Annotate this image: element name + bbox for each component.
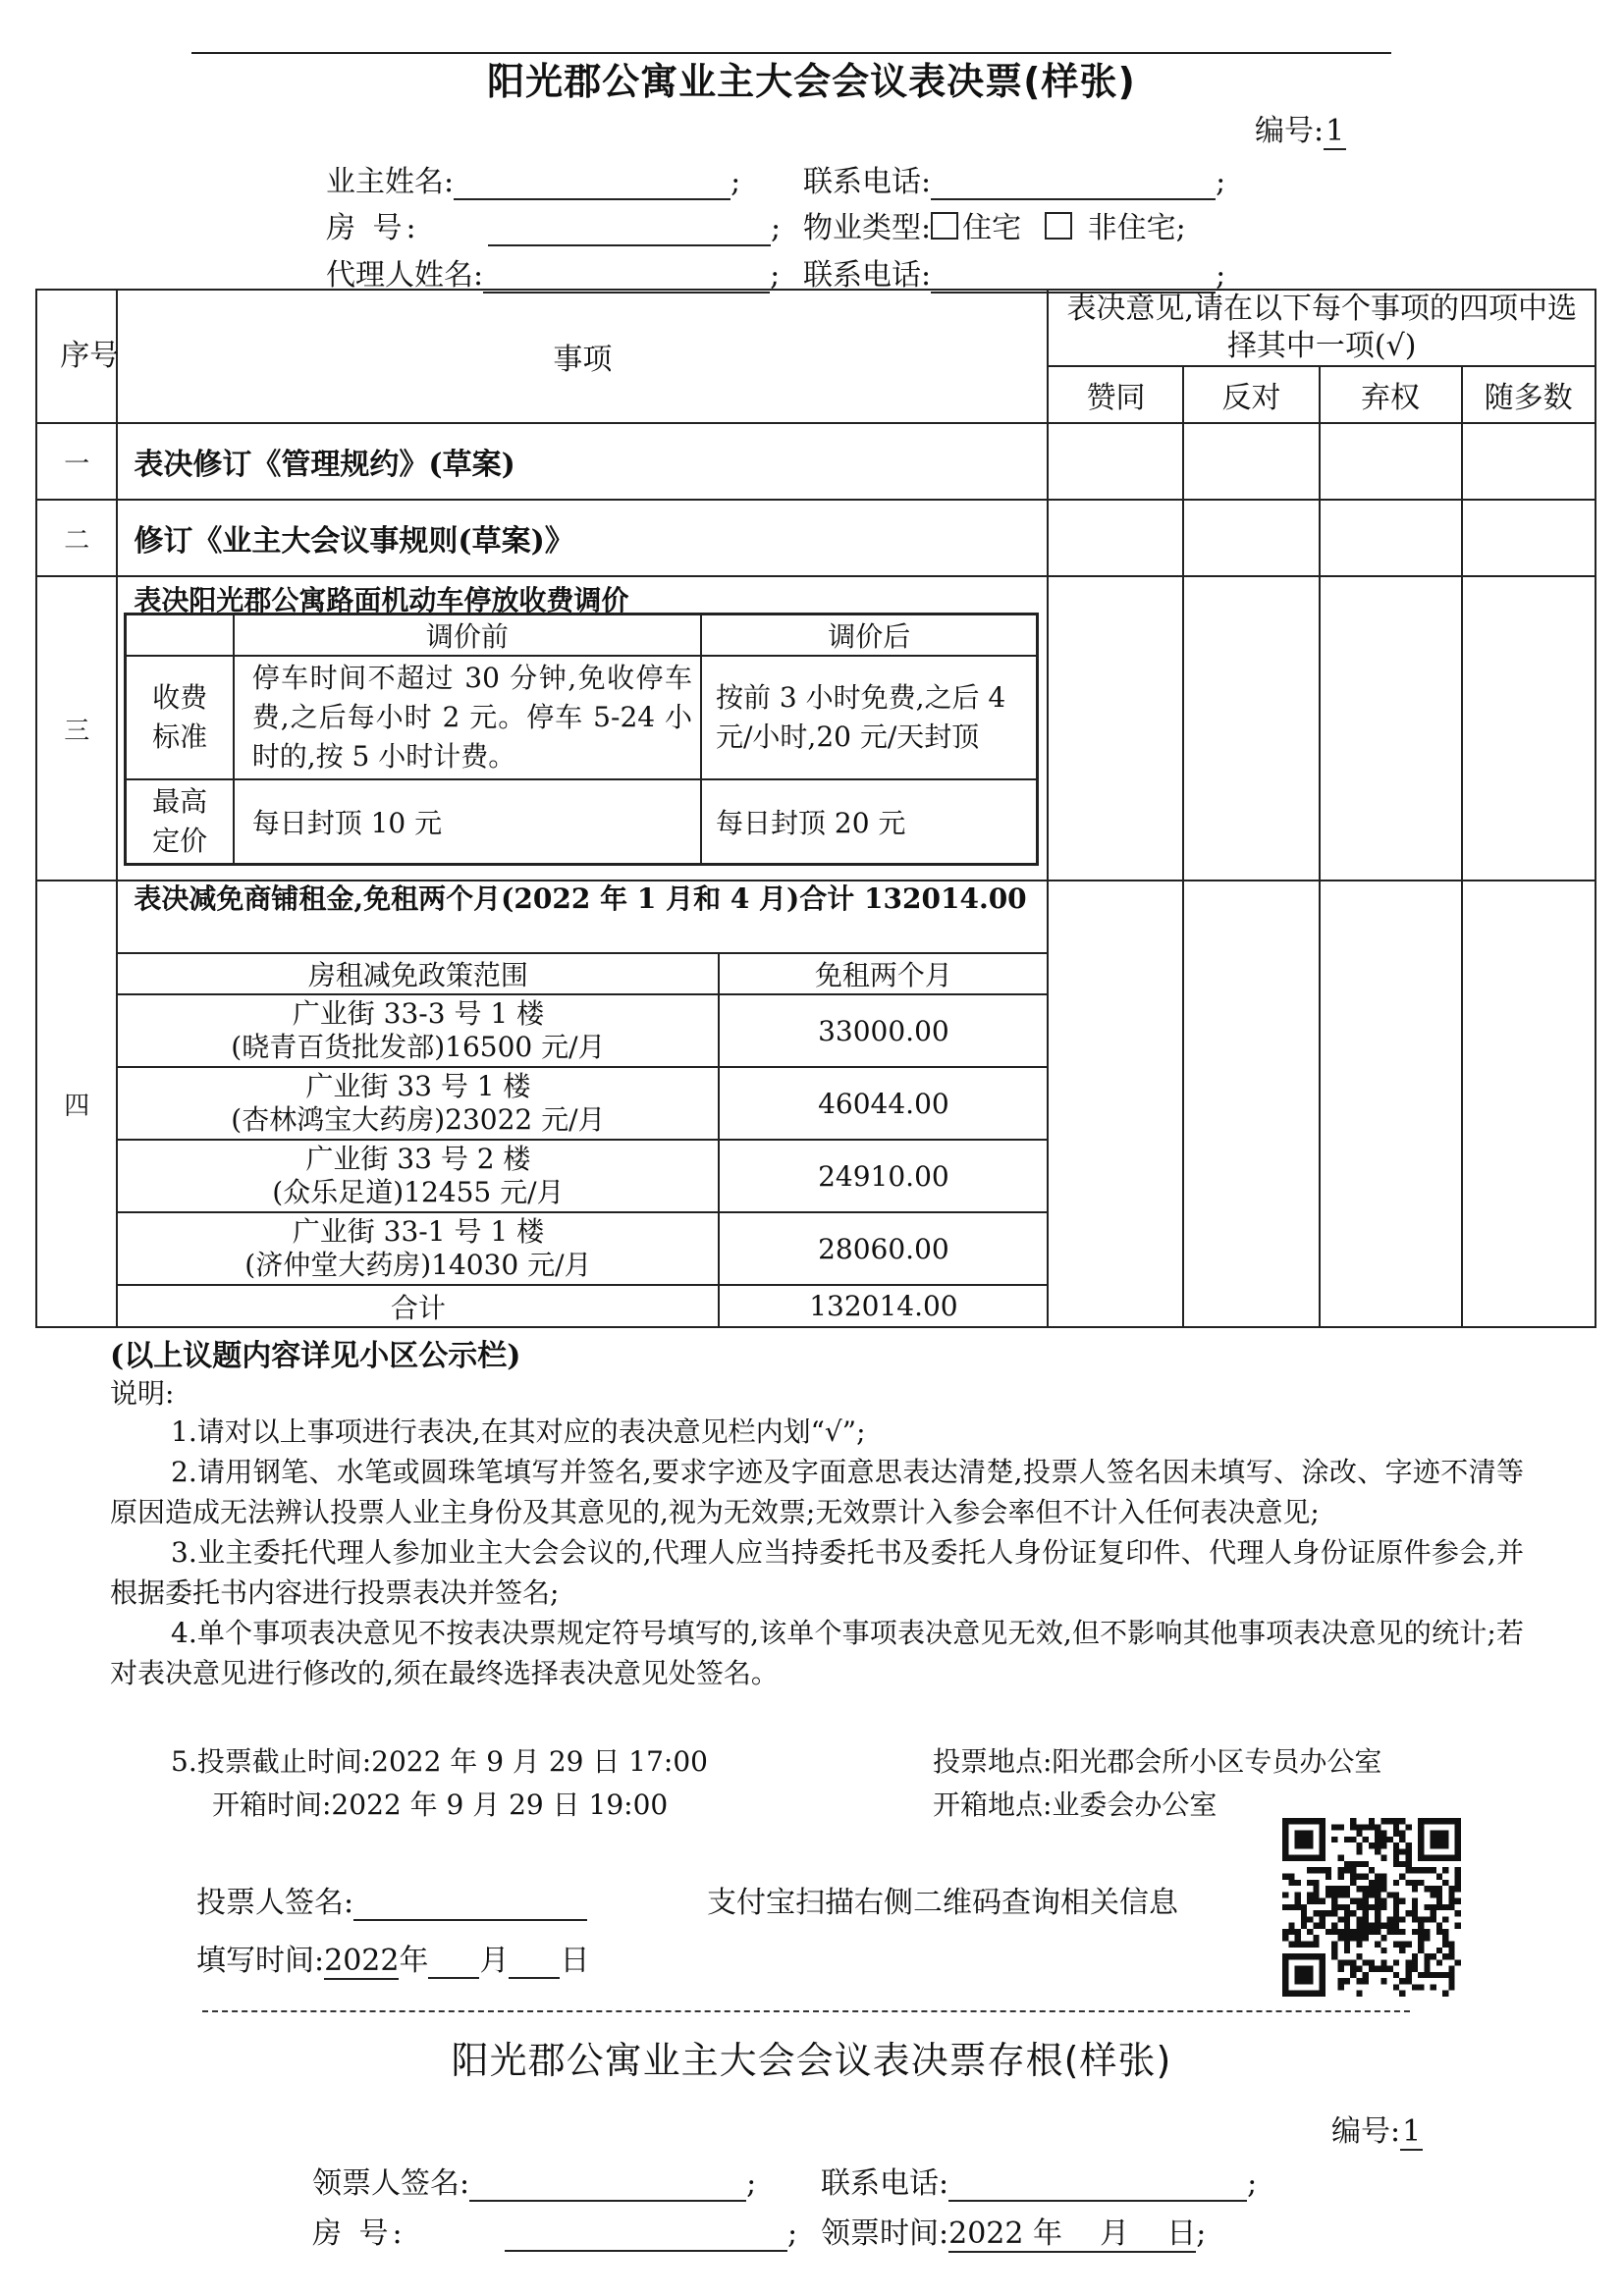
separator: ;: [787, 2216, 798, 2251]
owner-phone-label: 联系电话:: [803, 165, 932, 199]
stub-phone-label: 联系电话:: [821, 2166, 949, 2201]
see-board-note: (以上议题内容详见小区公示栏): [110, 1339, 521, 1373]
voter-sign-row: [196, 1878, 587, 1921]
parking-row-label: 最高定价: [126, 779, 234, 864]
table-row: [36, 423, 1596, 500]
owner-name-row: [326, 157, 740, 200]
rent-col-scope: 房租减免政策范围: [118, 953, 719, 994]
note-item: 1.请对以上事项进行表决,在其对应的表决意见栏内划“√”;: [171, 1415, 866, 1448]
separator: ;: [1175, 211, 1186, 245]
rent-amount: 33000.00: [719, 994, 1047, 1067]
rent-row: [118, 1140, 1047, 1212]
property-type-label: 物业类型:: [803, 211, 932, 245]
vote-cell-abstain[interactable]: [1320, 881, 1462, 1327]
vote-cell-agree[interactable]: [1048, 500, 1183, 576]
stub-serial: [1331, 2107, 1423, 2150]
agent-name-row: [326, 250, 780, 294]
day-unit: 日: [560, 1944, 590, 1978]
qr-code-graphic: [1282, 1818, 1461, 1997]
vote-cell-follow[interactable]: [1462, 500, 1596, 576]
stub-serial-value: 1: [1402, 2114, 1422, 2149]
rent-amount: 46044.00: [719, 1067, 1047, 1140]
fill-time-row: [196, 1936, 589, 1979]
agent-name-label: 代理人姓名:: [326, 258, 484, 293]
row-item: 修订《业主大会议事规则(草案)》: [117, 500, 1048, 576]
vote-cell-abstain[interactable]: [1320, 576, 1462, 881]
rent-scope: 广业街 33-3 号 1 楼 (晓青百货批发部)16500 元/月: [118, 994, 719, 1067]
opinion-agree: 赞同: [1048, 366, 1183, 423]
vote-deadline: 5.投票截止时间:2022 年 9 月 29 日 17:00: [171, 1745, 708, 1778]
row-no: 二: [36, 500, 117, 576]
fill-year[interactable]: 2022: [324, 1944, 400, 1978]
stub-room-row: [312, 2209, 797, 2252]
vote-cell-agree[interactable]: [1048, 881, 1183, 1327]
non-residential-label: 非住宅: [1087, 211, 1176, 245]
owner-phone-field[interactable]: [931, 169, 1216, 200]
rent-amount: 28060.00: [719, 1212, 1047, 1285]
rent-scope: 广业街 33 号 1 楼 (杏林鸿宝大药房)23022 元/月: [118, 1067, 719, 1140]
non-residential-checkbox[interactable]: [1045, 212, 1072, 240]
year-unit: 年: [399, 1944, 429, 1978]
serial-label: 编号:: [1255, 114, 1325, 148]
vote-cell-oppose[interactable]: [1183, 576, 1319, 881]
separator: ;: [771, 211, 782, 245]
room-row: [326, 203, 781, 246]
row-item: [117, 881, 1048, 1327]
serial-number: [1255, 106, 1346, 149]
voter-sign-label: 投票人签名:: [196, 1886, 354, 1920]
separator: ;: [746, 2166, 757, 2201]
vote-place: 投票地点:阳光郡会所小区专员办公室: [933, 1745, 1382, 1778]
table-row: [36, 881, 1596, 1327]
vote-cell-oppose[interactable]: [1183, 500, 1319, 576]
stub-room-label: 房 号:: [312, 2216, 406, 2251]
serial-value: 1: [1325, 114, 1345, 148]
parking-after: 按前 3 小时免费,之后 4 元/小时,20 元/天封顶: [701, 656, 1038, 779]
stub-time-field[interactable]: 2022 年 月 日: [948, 2216, 1197, 2251]
row-no: 一: [36, 423, 117, 500]
vote-cell-oppose[interactable]: [1183, 881, 1319, 1327]
ballot-table: [35, 289, 1596, 1328]
separator: ;: [730, 165, 741, 199]
col-header-item: 事项: [117, 290, 1048, 423]
vote-cell-follow[interactable]: [1462, 881, 1596, 1327]
vote-cell-follow[interactable]: [1462, 423, 1596, 500]
parking-col-before: 调价前: [234, 614, 701, 657]
parking-row-label: 收费标准: [126, 656, 234, 779]
opinion-follow-majority: 随多数: [1462, 366, 1596, 423]
stub-phone-field[interactable]: [948, 2170, 1247, 2202]
owner-name-label: 业主姓名:: [326, 165, 455, 199]
agent-phone-row: [803, 250, 1225, 294]
room-label: 房 号:: [326, 211, 420, 245]
opinion-abstain: 弃权: [1320, 366, 1462, 423]
rent-total-value: 132014.00: [719, 1285, 1047, 1326]
parking-table: [124, 613, 1039, 866]
separator: ;: [1196, 2216, 1207, 2251]
table-row: [36, 500, 1596, 576]
rent-table: [118, 952, 1047, 1326]
row-item: [117, 576, 1048, 881]
notes-list: [110, 1412, 1524, 1693]
month-unit: 月: [479, 1944, 510, 1978]
vote-cell-agree[interactable]: [1048, 576, 1183, 881]
stub-time-label: 领票时间:: [821, 2216, 949, 2251]
stub-room-field[interactable]: [505, 2220, 787, 2252]
stub-phone-row: [821, 2159, 1257, 2202]
page-title: 阳光郡公寓业主大会会议表决票(样张): [487, 60, 1136, 103]
parking-title: 表决阳光郡公寓路面机动车停放收费调价: [134, 584, 629, 616]
parking-corner: [126, 614, 234, 657]
vote-cell-oppose[interactable]: [1183, 423, 1319, 500]
opinion-oppose: 反对: [1183, 366, 1319, 423]
note-item: 4.单个事项表决意见不按表决票规定符号填写的,该单个事项表决意见无效,但不影响其他事项表决意见的统计;若对表决意见进行修改的,须在最终选择表决意见处签名。: [110, 1617, 1524, 1689]
stub-receiver-field[interactable]: [469, 2170, 746, 2202]
stub-receiver-row: [312, 2159, 756, 2202]
owner-phone-row: [803, 157, 1225, 200]
vote-cell-follow[interactable]: [1462, 576, 1596, 881]
rent-amount: 24910.00: [719, 1140, 1047, 1212]
separator: ;: [1216, 258, 1226, 293]
parking-col-after: 调价后: [701, 614, 1038, 657]
row-no: 四: [36, 881, 117, 1327]
stub-serial-label: 编号:: [1331, 2114, 1401, 2149]
residential-checkbox[interactable]: [931, 212, 958, 240]
cut-line: [202, 2010, 1410, 2012]
fill-time-label: 填写时间:: [196, 1944, 325, 1978]
voter-sign-field[interactable]: [353, 1890, 587, 1921]
parking-after: 每日封顶 20 元: [701, 779, 1038, 864]
fill-month[interactable]: [428, 1948, 479, 1979]
rent-row: [118, 1212, 1047, 1285]
open-place: 开箱地点:业委会办公室: [933, 1789, 1217, 1821]
rent-total-label: 合计: [118, 1285, 719, 1326]
alipay-hint: 支付宝扫描右侧二维码查询相关信息: [707, 1886, 1178, 1920]
rent-scope: 广业街 33 号 2 楼 (众乐足道)12455 元/月: [118, 1140, 719, 1212]
room-field[interactable]: [488, 215, 771, 246]
note-item: 2.请用钢笔、水笔或圆珠笔填写并签名,要求字迹及字面意思表达清楚,投票人签名因未填写、涂改、字迹不清等原因造成无法辨认投票人业主身份及其意见的,视为无效票;无效票计入参会率但不计入任何表决意见;: [110, 1456, 1524, 1528]
notes-heading: 说明:: [110, 1377, 175, 1410]
parking-before: 停车时间不超过 30 分钟,免收停车费,之后每小时 2 元。停车 5-24 小时的,按 5 小时计费。: [234, 656, 701, 779]
agent-phone-label: 联系电话:: [803, 258, 932, 293]
separator: ;: [770, 258, 781, 293]
separator: ;: [1216, 165, 1226, 199]
open-time: 开箱时间:2022 年 9 月 29 日 19:00: [212, 1789, 669, 1821]
stub-receiver-label: 领票人签名:: [312, 2166, 470, 2201]
fill-day[interactable]: [509, 1948, 560, 1979]
rent-total-row: [118, 1285, 1047, 1326]
vote-cell-agree[interactable]: [1048, 423, 1183, 500]
stub-title: 阳光郡公寓业主大会会议表决票存根(样张): [451, 2039, 1172, 2082]
qr-code-icon[interactable]: [1282, 1818, 1461, 1997]
note-item: 3.业主委托代理人参加业主大会会议的,代理人应当持委托书及委托人身份证复印件、代理人身份证原件参会,并根据委托书内容进行投票表决并签名;: [110, 1536, 1524, 1609]
residential-label: 住宅: [962, 211, 1022, 245]
col-header-opinion: 表决意见,请在以下每个事项的四项中选择其中一项(√): [1048, 290, 1596, 366]
vote-cell-abstain[interactable]: [1320, 500, 1462, 576]
rent-col-amount: 免租两个月: [719, 953, 1047, 994]
rent-row: [118, 994, 1047, 1067]
row-item: 表决修订《管理规约》(草案): [117, 423, 1048, 500]
vote-cell-abstain[interactable]: [1320, 423, 1462, 500]
rent-title: 表决减免商铺租金,免租两个月(2022 年 1 月和 4 月)合计 132014.00: [134, 882, 1027, 915]
table-row: [36, 576, 1596, 881]
owner-name-field[interactable]: [454, 169, 730, 200]
parking-before: 每日封顶 10 元: [234, 779, 701, 864]
separator: ;: [1247, 2166, 1258, 2201]
rent-scope: 广业街 33-1 号 1 楼 (济仲堂大药房)14030 元/月: [118, 1212, 719, 1285]
col-header-no: 序号: [36, 290, 117, 423]
rent-row: [118, 1067, 1047, 1140]
property-type-row: [803, 203, 1186, 246]
row-no: 三: [36, 576, 117, 881]
stub-time-row: [821, 2209, 1206, 2252]
